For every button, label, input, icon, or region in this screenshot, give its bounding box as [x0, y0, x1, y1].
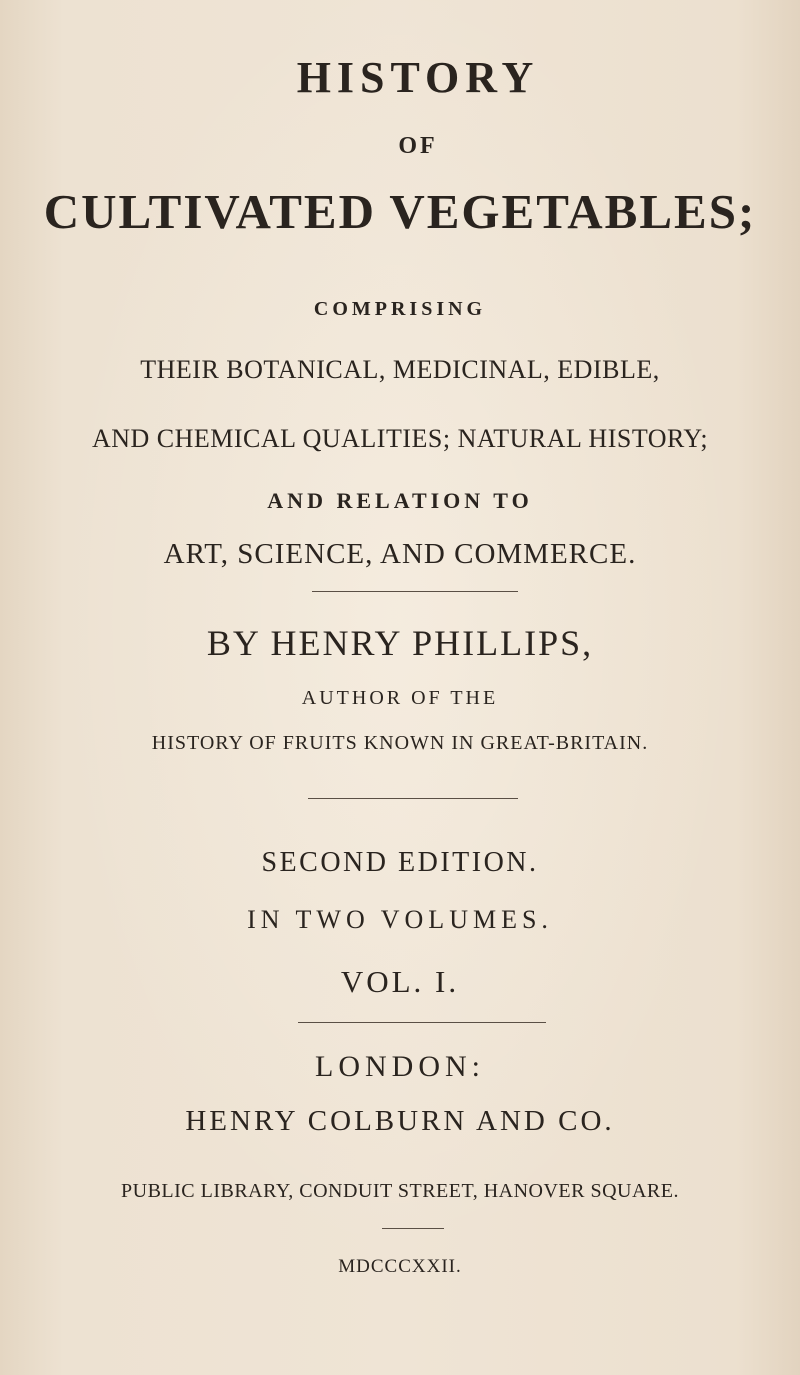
subtitle-qualities-line1: THEIR BOTANICAL, MEDICINAL, EDIBLE, — [140, 355, 660, 384]
imprint-date: MDCCCXXII. — [338, 1256, 462, 1277]
divider-rule — [312, 591, 518, 592]
author-title-prefix: AUTHOR OF THE — [301, 687, 499, 709]
divider-rule — [382, 1228, 444, 1229]
book-title-history: HISTORY — [296, 53, 540, 102]
subtitle-relation: AND RELATION TO — [267, 488, 533, 513]
subtitle-fields: ART, SCIENCE, AND COMMERCE. — [163, 538, 637, 570]
author-byline: BY HENRY PHILLIPS, — [206, 623, 594, 663]
divider-rule — [308, 798, 518, 799]
volume-number: VOL. I. — [340, 964, 460, 999]
book-title-main: CULTIVATED VEGETABLES; — [43, 184, 757, 239]
divider-rule — [298, 1022, 546, 1023]
subtitle-comprising: COMPRISING — [313, 298, 487, 320]
imprint-address: PUBLIC LIBRARY, CONDUIT STREET, HANOVER SQUARE. — [121, 1180, 679, 1202]
imprint-publisher: HENRY COLBURN AND CO. — [185, 1105, 615, 1137]
imprint-city: LONDON: — [315, 1050, 485, 1083]
volumes-count: IN TWO VOLUMES. — [247, 905, 553, 934]
book-title-of: OF — [398, 133, 438, 159]
author-prior-work: HISTORY OF FRUITS KNOWN IN GREAT-BRITAIN. — [151, 732, 649, 754]
subtitle-qualities-line2: AND CHEMICAL QUALITIES; NATURAL HISTORY; — [91, 424, 709, 453]
edition-label: SECOND EDITION. — [261, 847, 539, 878]
